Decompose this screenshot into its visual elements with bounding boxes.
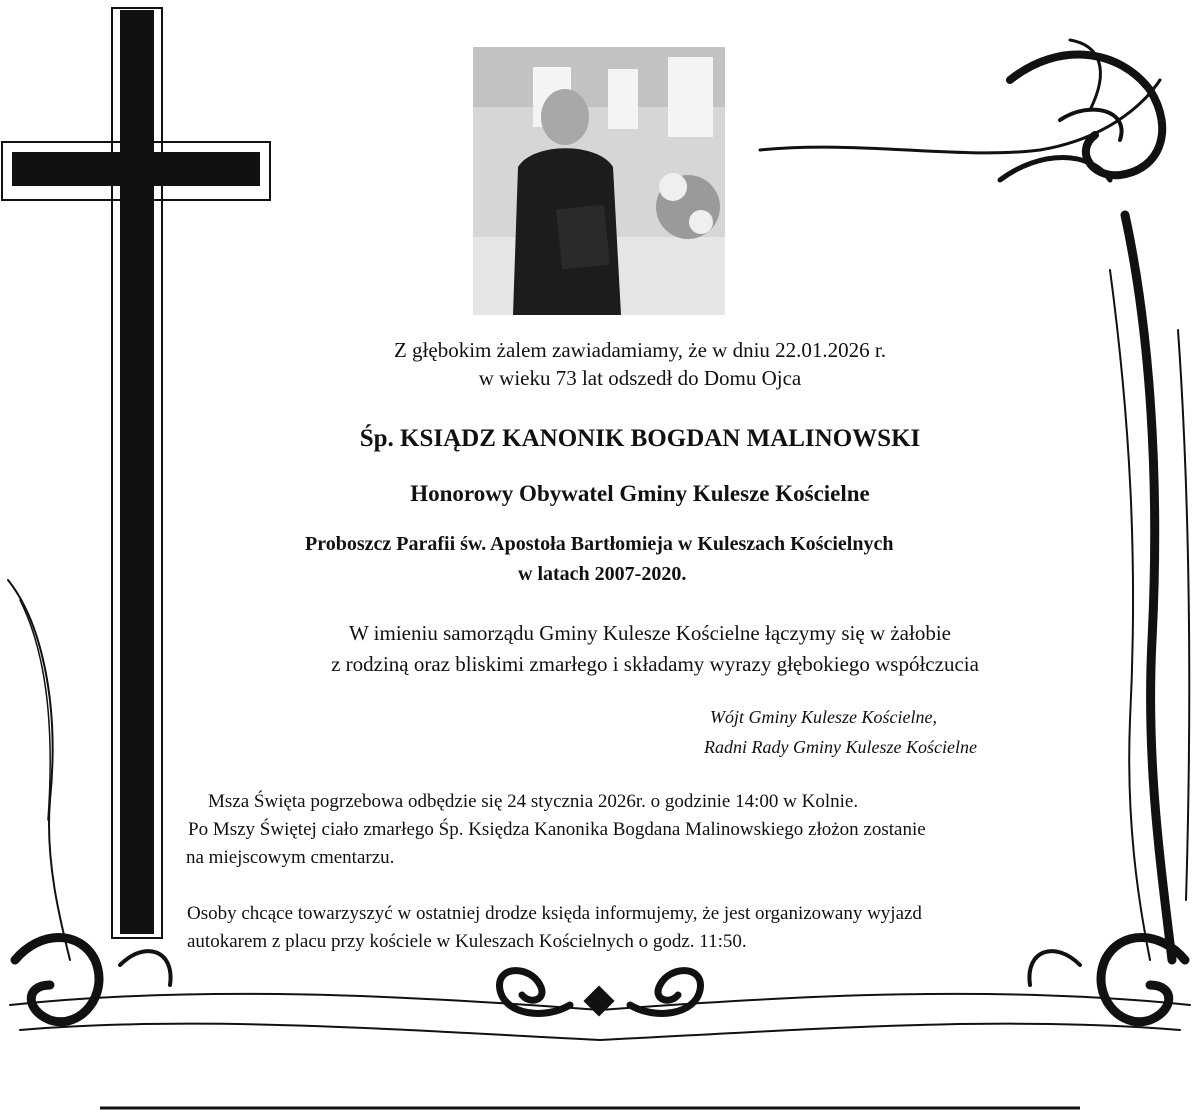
- signature-line-2: Radni Rady Gminy Kulesze Kościelne: [704, 737, 977, 757]
- intro-text: [300, 336, 980, 392]
- condolence-line-2: z rodziną oraz bliskimi zmarłego i składamy wyrazy głębokiego współczucia: [331, 652, 979, 676]
- frame-left-curves: [8, 580, 70, 960]
- deceased-name: Śp. KSIĄDZ KANONIK BOGDAN MALINOWSKI: [359, 425, 921, 452]
- mass-line-1: Msza Święta pogrzebowa odbędzie się 24 stycznia 2026r. o godzinie 14:00 w Kolnie.: [208, 791, 859, 812]
- mass-line-2: Po Mszy Świętej ciało zmarłego Śp. Księdza Kanonika Bogdana Malinowskiego złożon zostanie: [188, 819, 926, 840]
- intro-line-2: w wieku 73 lat odszedł do Domu Ojca: [478, 366, 802, 390]
- flourish-ornament-top-right: [760, 40, 1162, 180]
- signature-line-1: Wójt Gminy Kulesze Kościelne,: [710, 707, 937, 727]
- rector-line-1: Proboszcz Parafii św. Apostoła Bartłomieja w Kuleszach Kościelnych: [305, 533, 894, 555]
- mass-line-3: na miejscowym cmentarzu.: [186, 847, 395, 868]
- portrait-photo: [473, 47, 725, 315]
- frame-right-border: [1110, 215, 1189, 960]
- honorary-title: Honorowy Obywatel Gminy Kulesze Kościelne: [410, 481, 870, 506]
- intro-line-1: Z głębokim żalem zawiadamiamy, że w dniu 22.01.2026 r.: [393, 338, 886, 362]
- bus-line-2: autokarem z placu przy kościele w Kuleszach Kościelnych o godz. 11:50.: [187, 931, 747, 952]
- diamond-icon: [583, 985, 614, 1016]
- rector-line-2: w latach 2007-2020.: [518, 563, 687, 585]
- condolence-line-1: W imieniu samorządu Gminy Kulesze Kościelne łączymy się w żałobie: [348, 621, 951, 645]
- bus-line-1: Osoby chcące towarzyszyć w ostatniej drodze księda informujemy, że jest organizowany wyjazd: [187, 903, 922, 924]
- portrait-illustration: [473, 47, 725, 315]
